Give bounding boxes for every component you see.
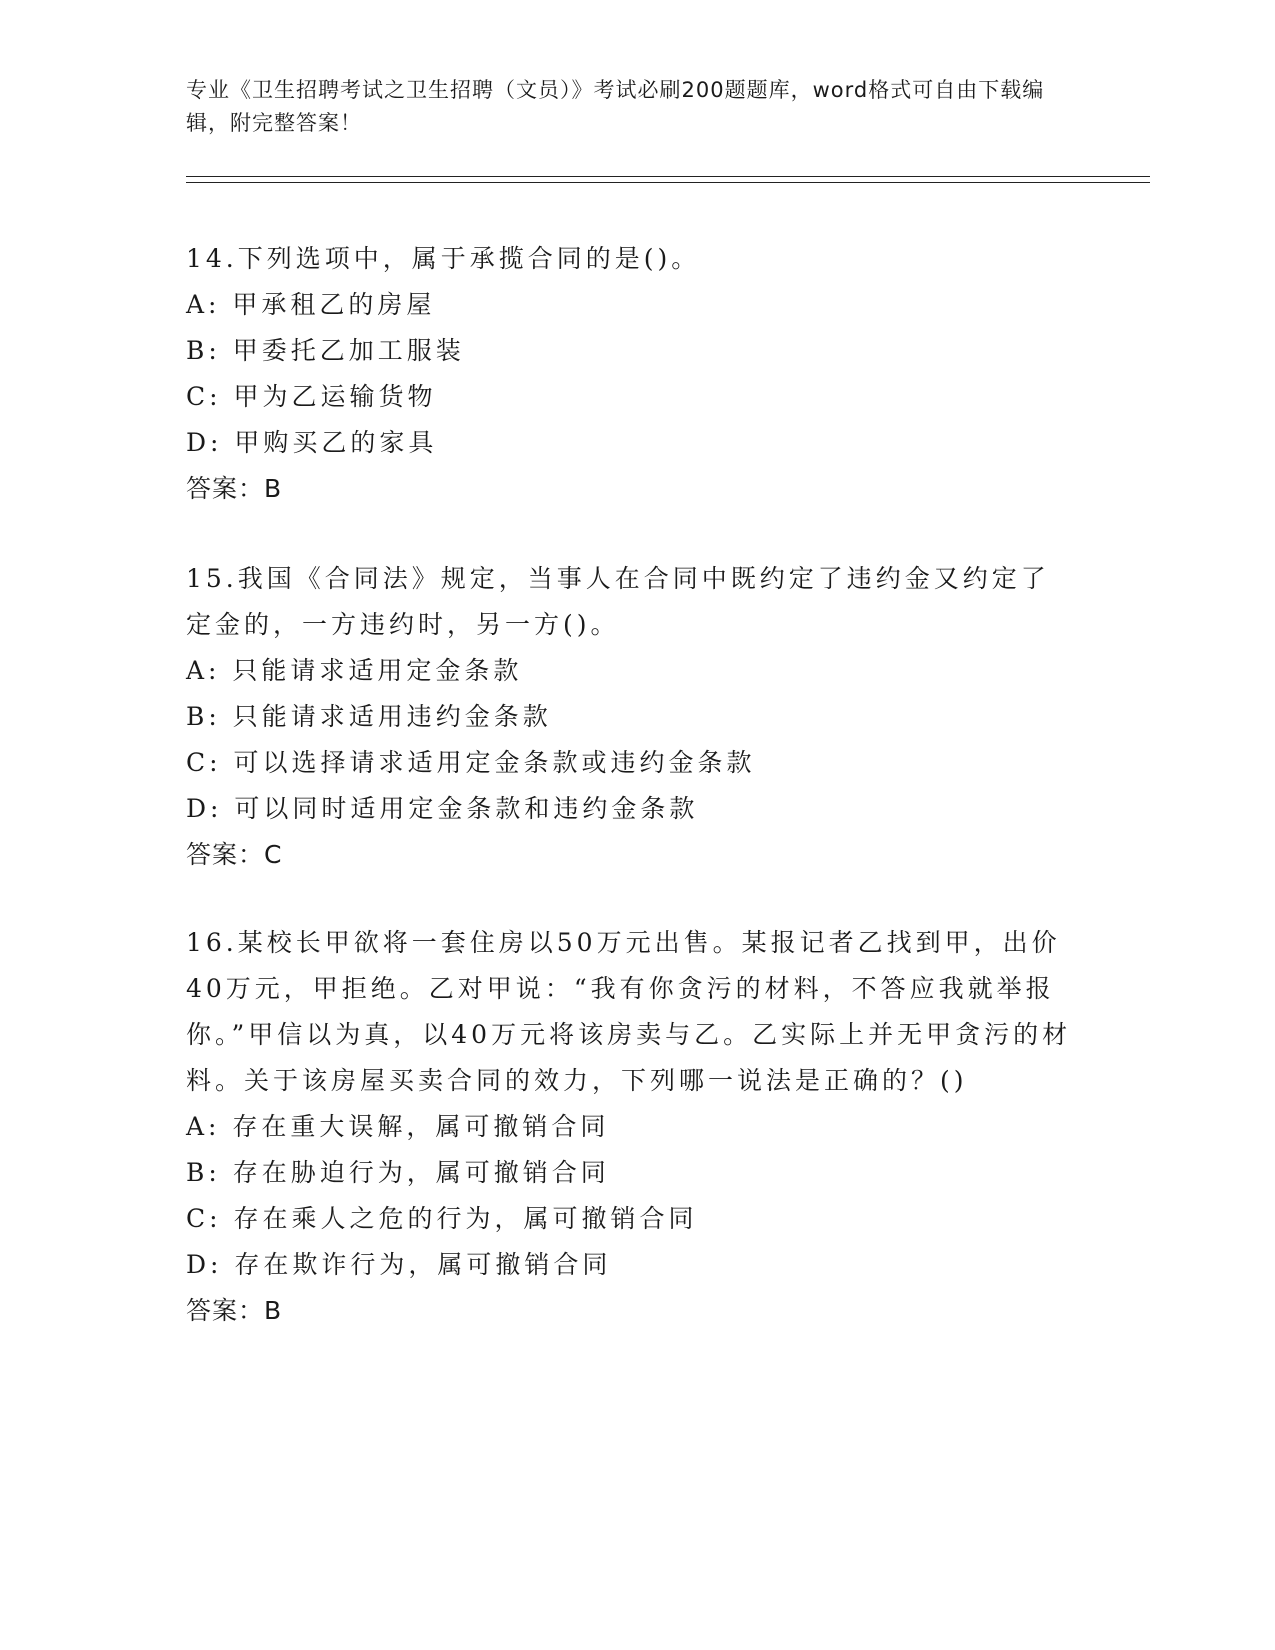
header-divider-top (186, 176, 1150, 177)
option-a: A: 只能请求适用定金条款 (186, 656, 523, 685)
option-a: A: 甲承租乙的房屋 (186, 290, 436, 319)
option-b: B: 只能请求适用违约金条款 (186, 702, 552, 731)
answer: 答案：C (186, 840, 283, 869)
option-b: B: 存在胁迫行为，属可撤销合同 (186, 1158, 610, 1187)
question-15 (186, 556, 1076, 878)
option-a: A: 存在重大误解，属可撤销合同 (186, 1112, 610, 1141)
option-c: C: 存在乘人之危的行为，属可撤销合同 (186, 1204, 698, 1233)
question-stem: 15.我国《合同法》规定，当事人在合同中既约定了违约金又约定了定金的，一方违约时，另一方()。 (186, 564, 1050, 639)
question-stem: 16.某校长甲欲将一套住房以50万元出售。某报记者乙找到甲，出价40万元，甲拒绝。乙对甲说：“我有你贪污的材料，不答应我就举报你。”甲信以为真，以40万元将该房卖与乙。乙实际上并无甲贪污的材料。关于该房屋买卖合同的效力，下列哪一说法是正确的？() (186, 928, 1072, 1095)
question-14 (186, 236, 1076, 512)
option-c: C: 甲为乙运输货物 (186, 382, 437, 411)
option-c: C: 可以选择请求适用定金条款或违约金条款 (186, 748, 756, 777)
option-b: B: 甲委托乙加工服装 (186, 336, 465, 365)
option-d: D: 可以同时适用定金条款和违约金条款 (186, 794, 699, 823)
option-d: D: 存在欺诈行为，属可撤销合同 (186, 1250, 612, 1279)
option-d: D: 甲购买乙的家具 (186, 428, 438, 457)
answer: 答案：B (186, 474, 283, 503)
answer: 答案：B (186, 1296, 283, 1325)
document-header: 专业《卫生招聘考试之卫生招聘（文员）》考试必刷200题题库，word格式可自由下载编辑，附完整答案！ (186, 78, 1045, 135)
question-stem: 14.下列选项中，属于承揽合同的是()。 (186, 244, 701, 273)
question-16 (186, 920, 1076, 1334)
header-divider-bottom (186, 182, 1150, 183)
